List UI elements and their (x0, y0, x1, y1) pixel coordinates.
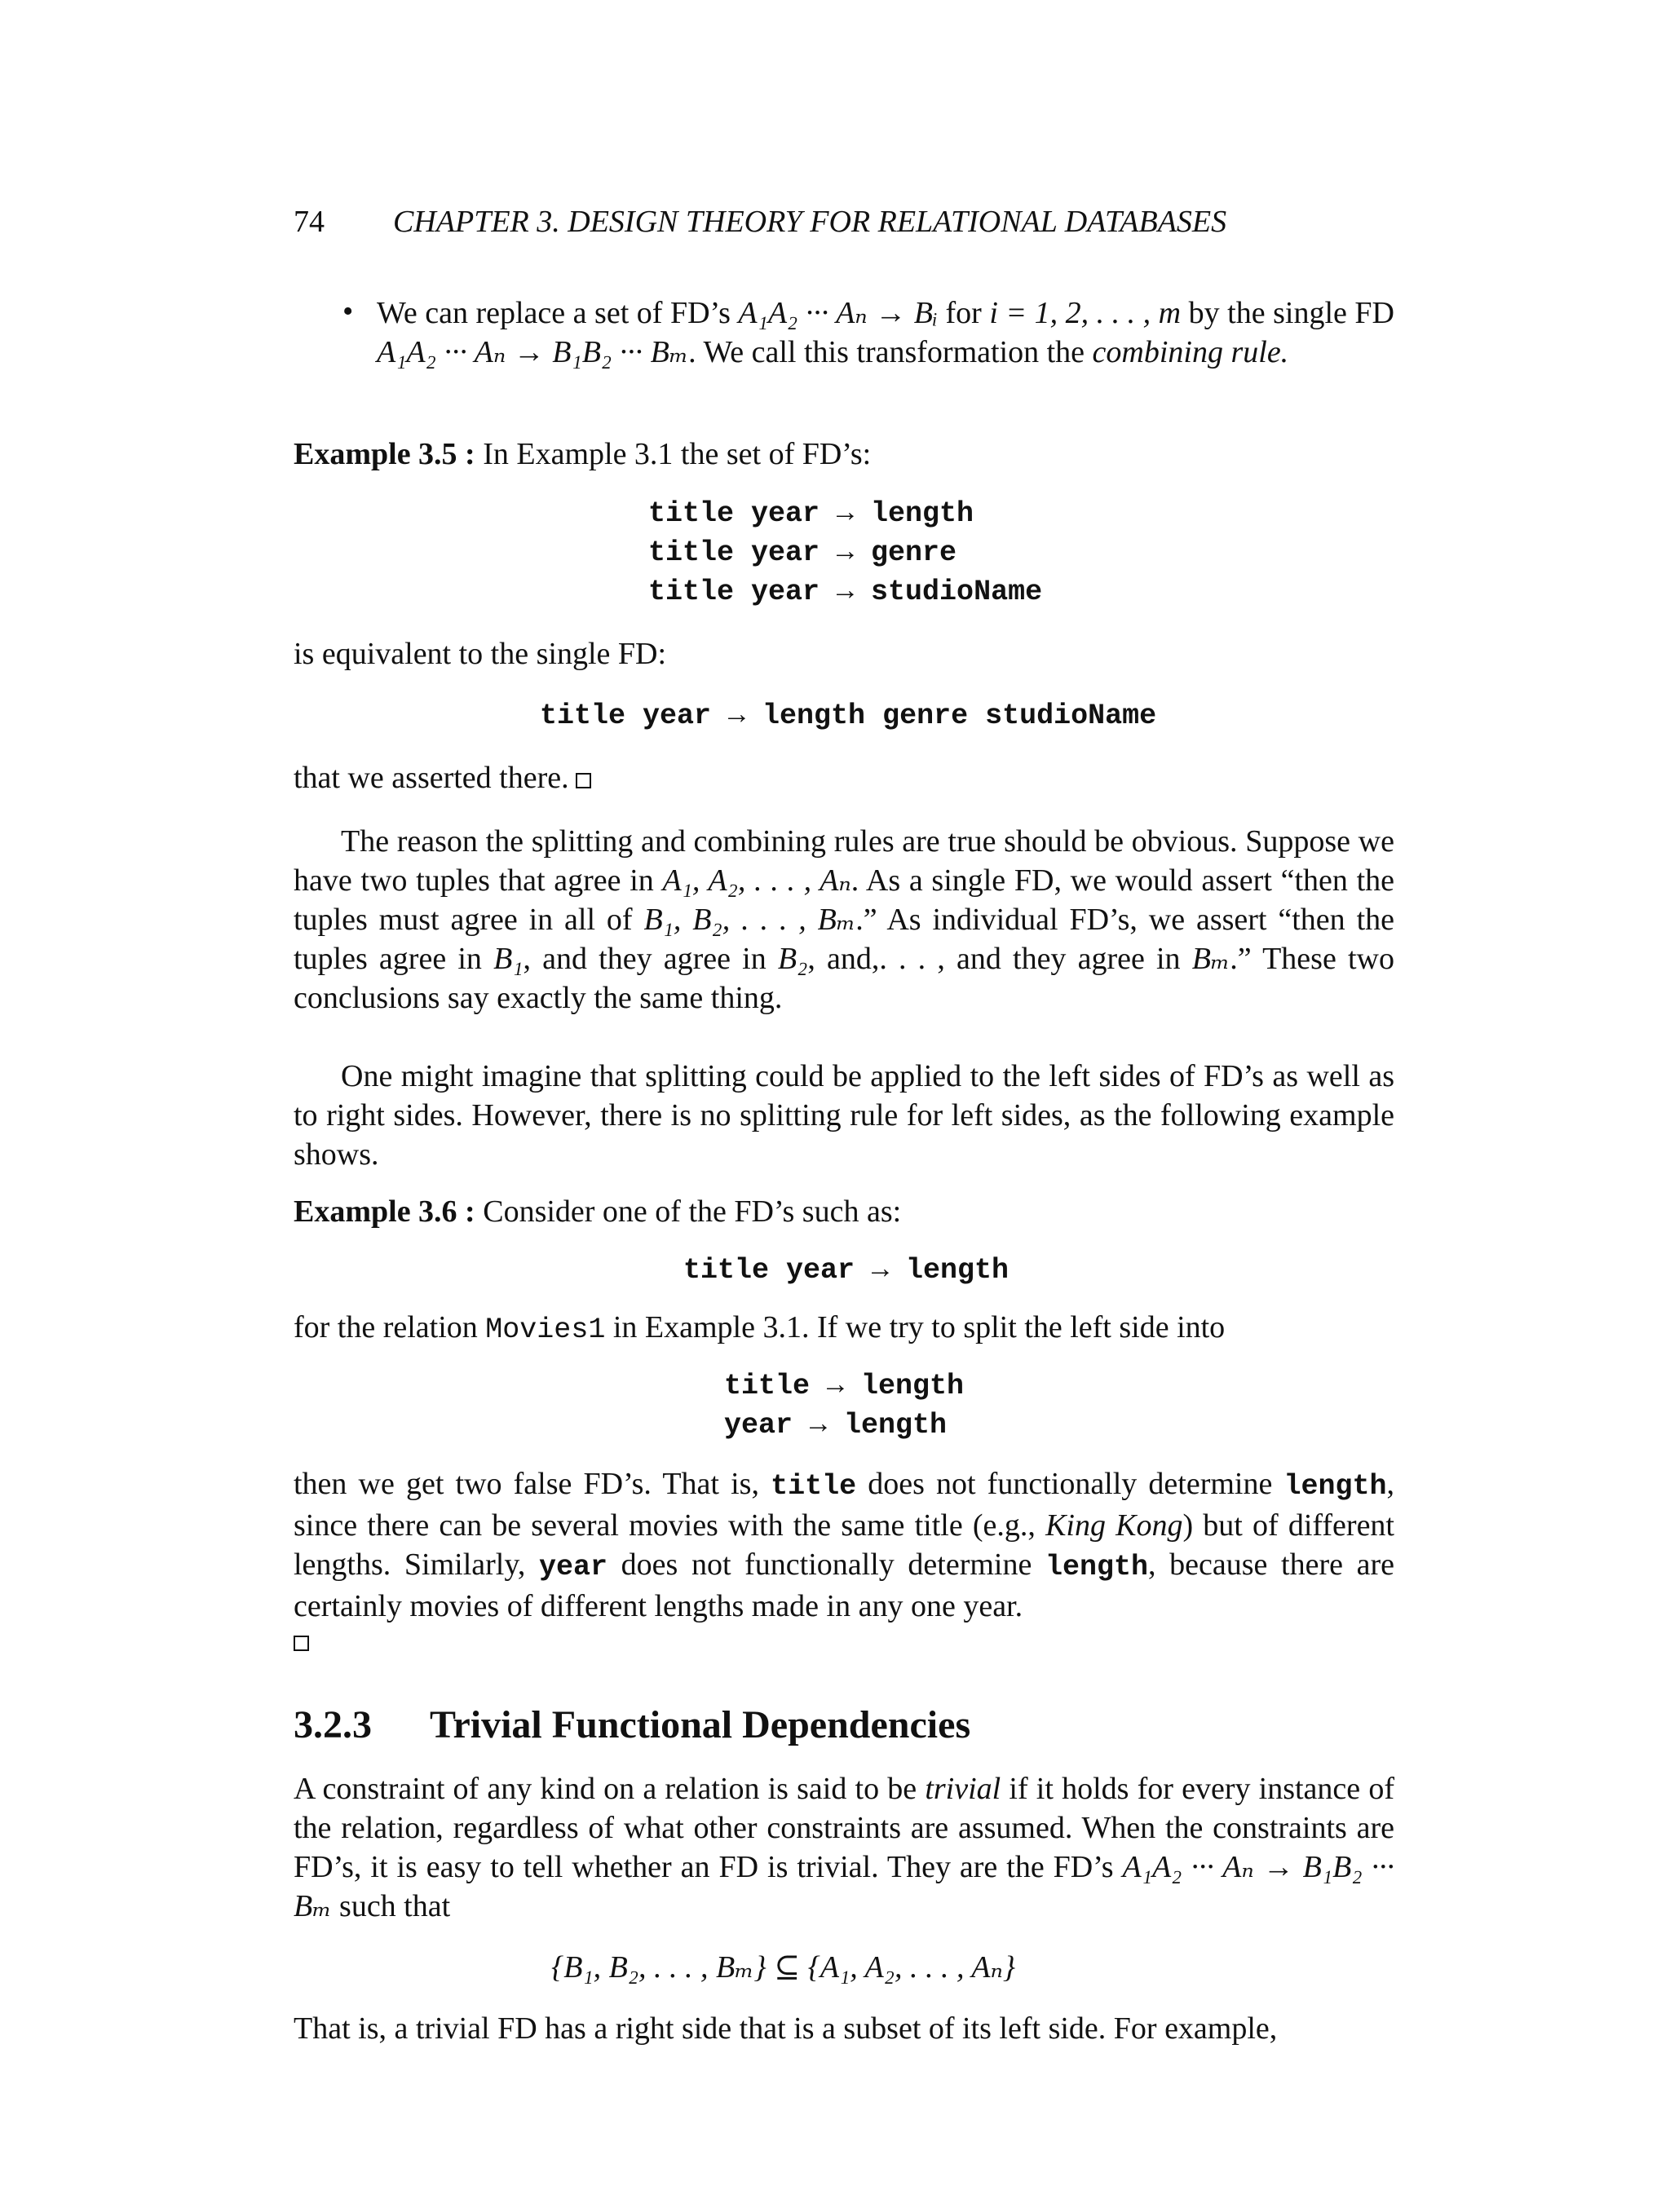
relation-movies1: Movies1 (485, 1314, 606, 1346)
code-year: year (539, 1551, 608, 1583)
combining-rule-bullet: We can replace a set of FD’s A₁A₂ ··· Aₙ → Bᵢ for i = 1, 2, . . . , m by the single FD A₁A₂ ··· Aₙ → B₁B₂ ··· Bₘ. We call this transformation the combining rule. (377, 296, 1394, 369)
example-3-5-label: Example 3.5 : (294, 437, 475, 471)
term-trivial: trivial (925, 1772, 1001, 1806)
example-3-5-closing: that we asserted there. (294, 758, 1394, 797)
example-3-6-end (294, 1621, 1394, 1660)
example-3-5-middle: is equivalent to the single FD: (294, 637, 667, 671)
example-3-6-intro: Example 3.6 : Consider one of the FD’s such as: (294, 1194, 902, 1229)
fd-title-year-length: title year → length (648, 497, 974, 530)
page-number: 74 (294, 205, 325, 239)
math-combined-fd: A₁A₂ ··· Aₙ → B₁B₂ ··· Bₘ (377, 335, 689, 369)
qed-box-icon (294, 1636, 309, 1651)
paragraph-imagine: One might imagine that splitting could be applied to the left sides of FD’s as well as to right sides. However, there is no splitting rule for left sides, as the following example shows. (294, 1059, 1394, 1172)
final-line: That is, a trivial FD has a right side that is a subset of its left side. For example, (294, 2011, 1278, 2046)
paragraph-reason: The reason the splitting and combining rules are true should be obvious. Suppose we have two tuples that agree in A₁, A₂, . . . , Aₙ. As a single FD, we would assert “then the tuples must agree in all of B₁, B₂, . . . , Bₘ.” As individual FD’s, we assert “then the tuples agree in B₁, and they agree in B₂, and,. . . , and they agree in Bₘ.” These two conclusions say exactly the same thing. (294, 824, 1394, 1015)
combined-fd: title year → length genre studioName (540, 700, 1157, 732)
example-3-5-intro: Example 3.5 : In Example 3.1 the set of FD’s: (294, 437, 872, 471)
fd-title-length: title → length (724, 1370, 965, 1402)
math-fd-family: A₁A₂ ··· Aₙ → Bᵢ (738, 296, 938, 330)
section-title: Trivial Functional Dependencies (430, 1703, 971, 1746)
example-3-6-relation-line: for the relation Movies1 in Example 3.1. If we try to split the left side into (294, 1310, 1226, 1346)
term-combining-rule: combining rule. (1092, 335, 1289, 369)
fd-example-3-6: title year → length (683, 1254, 1010, 1287)
math-trivial-fd: A₁A₂ ··· Aₙ → B₁B₂ ··· Bₘ (294, 1850, 1394, 1923)
code-length-2: length (1045, 1551, 1148, 1583)
subset-equation: {B₁, B₂, . . . , Bₘ} ⊆ {A₁, A₂, . . . , Aₙ} (551, 1950, 1016, 1985)
example-3-6-label: Example 3.6 : (294, 1194, 475, 1229)
math-index-range: i = 1, 2, . . . , m (989, 296, 1182, 330)
fd-title-year-studioname: title year → studioName (648, 576, 1043, 608)
paragraph-trivial: A constraint of any kind on a relation is said to be trivial if it holds for every instance of the relation, regardless of what other constraints are assumed. When the constraints are FD’s, it is easy to tell whether an FD is trivial. They are the FD’s A₁A₂ ··· Aₙ → B₁B₂ ··· Bₘ such that (294, 1772, 1394, 1923)
running-title: CHAPTER 3. DESIGN THEORY FOR RELATIONAL DATABASES (393, 205, 1227, 239)
fd-year-length: year → length (724, 1409, 948, 1442)
section-number: 3.2.3 (294, 1703, 372, 1746)
example-3-6-conclusion: then we get two false FD’s. That is, title does not functionally determine length, since there can be several movies with the same title (e.g., King Kong) but of different lengths. Similarly, year does not functionally determine length, because there are certainly movies of different lengths made in any one year. (294, 1467, 1394, 1623)
code-title: title (771, 1470, 857, 1503)
movie-king-kong: King Kong (1045, 1508, 1183, 1543)
code-length: length (1283, 1470, 1387, 1503)
qed-box-icon (576, 773, 591, 788)
fd-title-year-genre: title year → genre (648, 536, 957, 569)
bullet-symbol: • (342, 294, 354, 329)
